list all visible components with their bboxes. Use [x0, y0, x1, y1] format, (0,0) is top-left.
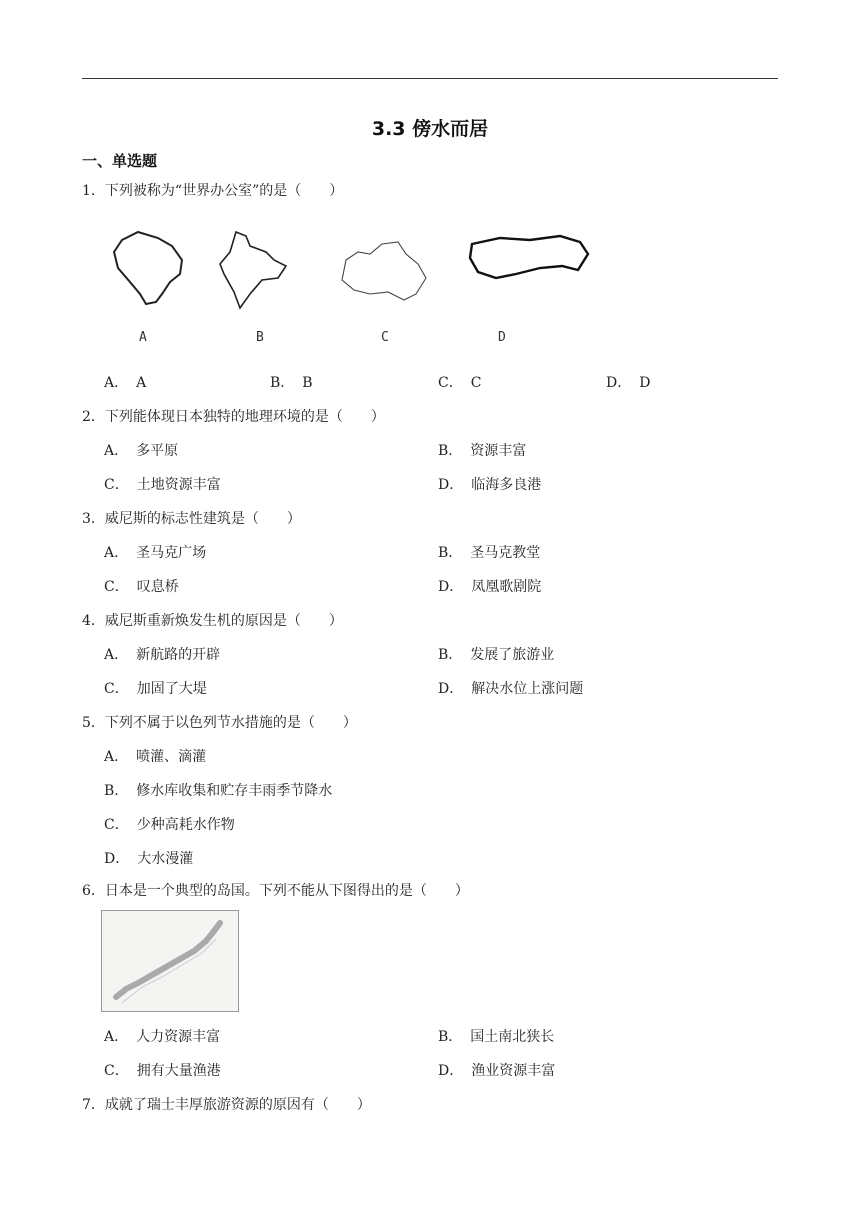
option-text: 渔业资源丰富	[471, 1063, 556, 1079]
option-letter: B．	[104, 783, 129, 799]
question-1-option-d[interactable]	[606, 372, 650, 392]
option-letter: D．	[104, 851, 130, 867]
question-4-stem: 4．威尼斯重新焕发生机的原因是（ ）	[82, 613, 343, 629]
question-2-option-b[interactable]	[438, 440, 526, 460]
option-letter: A．	[104, 749, 129, 765]
question-1-option-c[interactable]	[438, 372, 481, 392]
option-text: 多平原	[136, 443, 179, 459]
figure-label-a: A	[139, 330, 147, 345]
option-letter: A．	[104, 647, 129, 663]
option-letter: B．	[438, 545, 463, 561]
question-4-option-d[interactable]	[438, 678, 583, 698]
question-1-option-a[interactable]	[104, 372, 146, 392]
question-5-option-d[interactable]	[104, 848, 193, 868]
option-text: 拥有大量渔港	[136, 1063, 221, 1079]
option-text: D	[639, 375, 651, 391]
option-letter: A．	[104, 375, 129, 391]
question-4-option-c[interactable]	[104, 678, 207, 698]
question-5-stem: 5．下列不属于以色列节水措施的是（ ）	[82, 715, 357, 731]
section-heading: 一、单选题	[82, 152, 158, 170]
figure-label-c: C	[381, 330, 389, 345]
option-text: 圣马克广场	[136, 545, 207, 561]
option-text: 新航路的开辟	[136, 647, 221, 663]
question-5-option-b[interactable]	[104, 780, 332, 800]
question-4-option-b[interactable]	[438, 644, 554, 664]
question-6-option-d[interactable]	[438, 1060, 555, 1080]
option-letter: B．	[438, 1029, 463, 1045]
option-letter: A．	[104, 443, 129, 459]
option-text: 加固了大堤	[136, 681, 207, 697]
question-2-option-a[interactable]	[104, 440, 178, 460]
option-letter: B．	[438, 443, 463, 459]
option-text: A	[136, 375, 147, 391]
japan-map-figure	[101, 910, 239, 1012]
question-1-stem: 1．下列被称为“世界办公室”的是（ ）	[82, 183, 344, 199]
question-2-option-d[interactable]	[438, 474, 541, 494]
option-text: 土地资源丰富	[136, 477, 221, 493]
question-6-option-b[interactable]	[438, 1026, 554, 1046]
document-title: 3.3 傍水而居	[371, 118, 489, 140]
option-text: 叹息桥	[136, 579, 179, 595]
option-text: 人力资源丰富	[136, 1029, 221, 1045]
map-outline-c	[342, 242, 426, 300]
option-text: 圣马克教堂	[470, 545, 541, 561]
option-letter: A．	[104, 1029, 129, 1045]
question-6-stem: 6．日本是一个典型的岛国。下列不能从下图得出的是（ ）	[82, 883, 469, 899]
option-text: 临海多良港	[471, 477, 542, 493]
figure-label-b: B	[256, 330, 264, 345]
figure-label-d: D	[498, 330, 506, 345]
option-text: C	[470, 375, 482, 391]
question-3-option-d[interactable]	[438, 576, 541, 596]
japan-island-chain	[116, 923, 220, 997]
option-text: 解决水位上涨问题	[471, 681, 584, 697]
option-letter: B．	[438, 647, 463, 663]
question-5-option-a[interactable]	[104, 746, 206, 766]
option-text: 资源丰富	[470, 443, 527, 459]
option-text: 大水漫灌	[137, 851, 194, 867]
option-letter: D．	[438, 477, 464, 493]
japan-coast-line	[122, 939, 216, 1003]
option-letter: A．	[104, 545, 129, 561]
question-5-option-c[interactable]	[104, 814, 235, 834]
option-letter: D．	[438, 579, 464, 595]
option-letter: C．	[104, 579, 129, 595]
option-text: B	[302, 375, 313, 391]
option-letter: C．	[438, 375, 463, 391]
option-text: 国土南北狭长	[470, 1029, 555, 1045]
option-letter: D．	[438, 1063, 464, 1079]
question-3-option-b[interactable]	[438, 542, 540, 562]
option-letter: C．	[104, 477, 129, 493]
question-7-stem: 7．成就了瑞士丰厚旅游资源的原因有（ ）	[82, 1097, 371, 1113]
option-letter: C．	[104, 817, 129, 833]
map-outline-a	[114, 232, 182, 304]
question-1-option-b[interactable]	[270, 372, 313, 392]
option-letter: B．	[270, 375, 295, 391]
option-text: 凤凰歌剧院	[471, 579, 542, 595]
question-3-option-a[interactable]	[104, 542, 206, 562]
option-letter: D．	[438, 681, 464, 697]
header-rule	[82, 78, 778, 79]
question-3-option-c[interactable]	[104, 576, 179, 596]
option-text: 修水库收集和贮存丰雨季节降水	[136, 783, 333, 799]
country-outline-maps-figure	[100, 222, 600, 352]
question-2-stem: 2．下列能体现日本独特的地理环境的是（ ）	[82, 409, 385, 425]
question-6-option-c[interactable]	[104, 1060, 221, 1080]
question-6-option-a[interactable]	[104, 1026, 220, 1046]
question-2-option-c[interactable]	[104, 474, 221, 494]
option-letter: C．	[104, 681, 129, 697]
map-outline-b	[220, 232, 286, 308]
option-text: 发展了旅游业	[470, 647, 555, 663]
map-outline-d	[470, 236, 588, 278]
option-letter: D．	[606, 375, 632, 391]
option-text: 喷灌、滴灌	[136, 749, 207, 765]
option-text: 少种高耗水作物	[136, 817, 235, 833]
option-letter: C．	[104, 1063, 129, 1079]
question-3-stem: 3．威尼斯的标志性建筑是（ ）	[82, 511, 301, 527]
question-4-option-a[interactable]	[104, 644, 220, 664]
